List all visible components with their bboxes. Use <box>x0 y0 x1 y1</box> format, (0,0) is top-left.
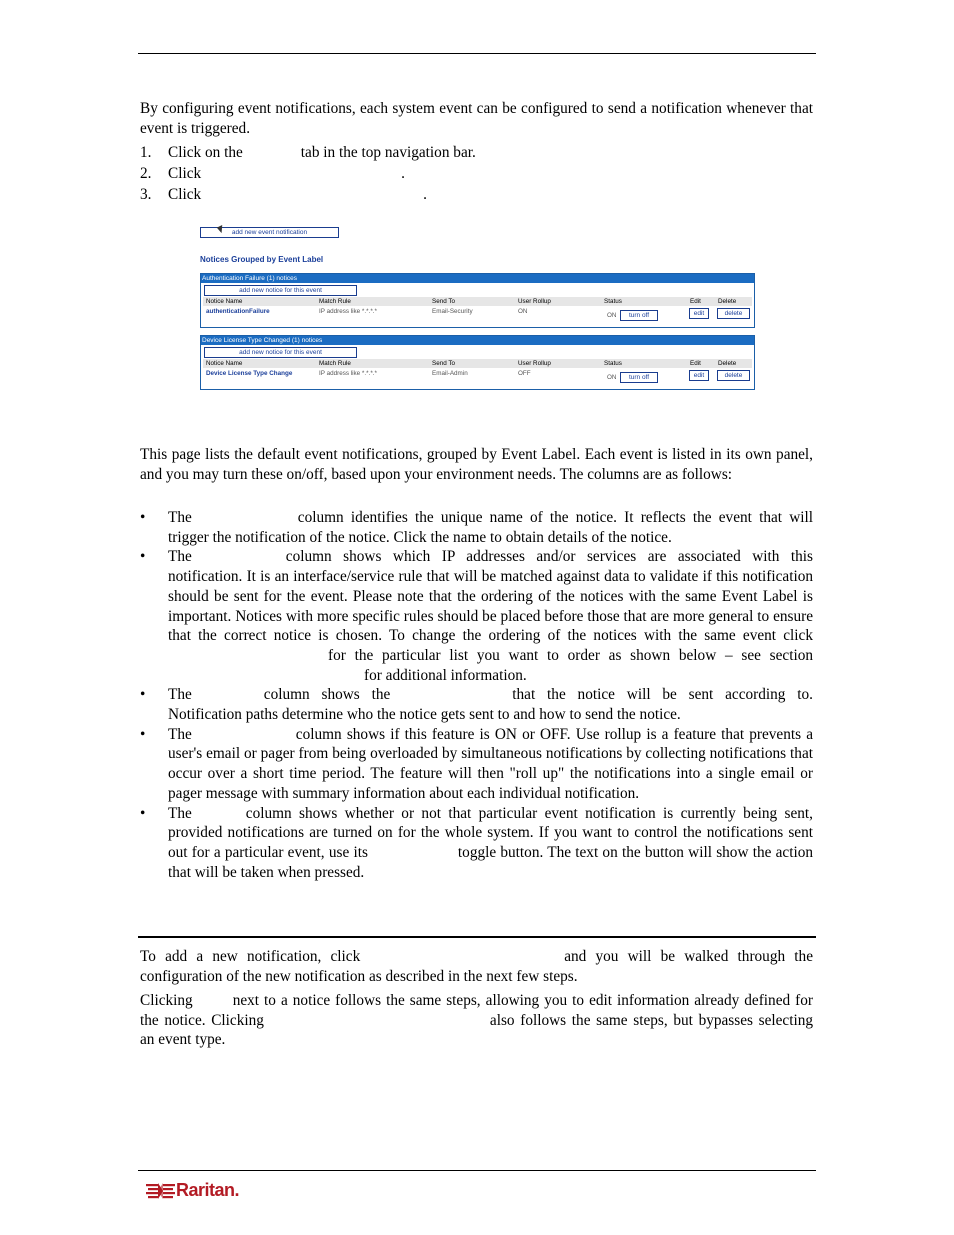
delete-button[interactable]: delete <box>717 370 750 381</box>
para-text: next to a notice follows the same steps, allowing you to edit information already defined for the notice. Clicking <box>140 992 813 1029</box>
bullet-send-to: • The column shows the that the notice will be sent according to. Notification paths determine who the notice gets sent to and how to send the notice. <box>140 686 813 724</box>
notice-name-link[interactable]: authenticationFailure <box>206 308 270 315</box>
column-header: Delete <box>718 360 737 367</box>
step-number: 2. <box>140 165 152 182</box>
notifications-screenshot <box>198 224 756 392</box>
bullet-text: column shows the <box>263 686 391 704</box>
panel-title: Authentication Failure (1) notices <box>201 274 754 283</box>
bullet-text: that the notice will be sent according to. Notification paths determine who the notice gets sent to and how to send the notice. <box>168 686 813 724</box>
bullet-text: for additional information. <box>364 666 527 684</box>
bullet-text: toggle button. The text on the button will show the action that will be taken when pressed. <box>168 843 813 881</box>
bullet-user-rollup: • The column shows if this feature is ON or OFF. Use rollup is a feature that prevents a user's email or pager from being overloaded by simultaneous notifications by collecting notifications that occur over a short time period. The feature will then "roll up" the notifications into a single email or pager message with summary information about each individual notification. <box>140 725 813 802</box>
status-value: ON <box>607 312 617 319</box>
notices-grouped-heading: Notices Grouped by Event Label <box>200 255 324 264</box>
footer-rule <box>138 1170 816 1171</box>
bullet-match-rule: • The column shows which IP addresses and/or services are associated with this notification. It is an interface/service rule that will be matched against data to validate if this notification should be sent for the event. Please note that the ordering of the notices with the same Event Label is important. Notices with more specific rules should be placed before those that are more general to ensure that the correct notice is chosen. To change the ordering of the notices with the same event clickfor the particular list you want to order as shown below – see sectionfor additional information. <box>140 548 813 684</box>
bullet-text: The <box>168 686 192 704</box>
event-panel-authentication-failure <box>200 273 755 328</box>
raritan-logo <box>146 1180 250 1202</box>
add-new-event-notification-button[interactable]: add new event notification <box>200 227 339 238</box>
edit-button[interactable]: edit <box>689 370 709 381</box>
column-header: Delete <box>718 298 737 305</box>
notice-name-link[interactable]: Device License Type Change <box>206 370 293 377</box>
column-header: User Rollup <box>518 298 551 305</box>
bullet-text: column shows if this feature is ON or OFF. Use rollup is a feature that prevents a user's email or pager from being overloaded by simultaneous notifications by collecting notifications that occur over a short time period. The feature will then "roll up" the notifications into a single email or pager message with summary information about each individual notification. <box>168 725 813 802</box>
add-notice-for-event-button[interactable]: add new notice for this event <box>204 347 357 358</box>
user-rollup: OFF <box>518 370 531 377</box>
event-panel-device-license <box>200 335 755 390</box>
bullet-text: column shows which IP addresses and/or services are associated with this notification. It is an interface/service rule that will be matched against data to validate if this notification should be sent for the event. Please note that the ordering of the notices with the same Event Label is important. Notices with more specific rules should be placed before those that are more general to ensure that the correct notice is chosen. To change the ordering of the notices with the same event click <box>168 548 813 645</box>
add-notification-paragraph <box>140 947 813 986</box>
header-rule <box>138 53 816 54</box>
description-paragraph: This page lists the default event notifications, grouped by Event Label. Each event is listed in its own panel, and you may turn these on/off, based upon your environment needs. The columns are as follows: <box>140 446 813 483</box>
column-bullets <box>140 508 813 882</box>
edit-notification-paragraph <box>140 991 813 1050</box>
step-number: 3. <box>140 186 152 203</box>
column-header: Send To <box>432 360 455 367</box>
column-header: Match Rule <box>319 360 351 367</box>
match-rule: IP address like *.*.*.* <box>319 370 377 377</box>
column-header: Notice Name <box>206 298 243 305</box>
table-header <box>203 359 752 368</box>
column-header: Match Rule <box>319 298 351 305</box>
table-header <box>203 297 752 306</box>
para-text: also follows the same steps, but bypasses selecting an event type. <box>140 1011 813 1049</box>
bullet-text: for the particular list you want to order as shown below – see section <box>328 646 813 664</box>
section-rule <box>138 936 816 938</box>
raritan-logo-icon <box>146 1180 176 1202</box>
bullet-text: The <box>168 804 192 822</box>
send-to: Email-Security <box>432 308 473 315</box>
delete-button[interactable]: delete <box>717 308 750 319</box>
add-notice-for-event-button[interactable]: add new notice for this event <box>204 285 357 296</box>
para-text: Clicking <box>140 992 193 1009</box>
para-text: and you will be walked through the configuration of the new notification as described in the next few steps. <box>140 948 813 985</box>
column-header: Edit <box>690 360 701 367</box>
column-header: Notice Name <box>206 360 243 367</box>
match-rule: IP address like *.*.*.* <box>319 308 377 315</box>
bullet-status: • The column shows whether or not that particular event notification is currently being sent, provided notifications are turned on for the whole system. If you want to control the notifications sent out for a particular event, use its toggle button. The text on the button will show the action that will be taken when pressed. <box>140 804 813 881</box>
step-number: 1. <box>140 144 152 161</box>
column-header: Send To <box>432 298 455 305</box>
column-header: Edit <box>690 298 701 305</box>
bullet-text: column identifies the unique name of the notice. It reflects the event that will trigger the notification of the notice. Click the name to obtain details of the notice. <box>168 509 813 546</box>
user-rollup: ON <box>518 308 528 315</box>
bullet-text: The <box>168 725 192 743</box>
turn-off-button[interactable]: turn off <box>620 372 658 383</box>
bullet-text: The <box>168 509 192 526</box>
step-text: . <box>423 186 427 203</box>
para-text: To add a new notification, click <box>140 948 361 965</box>
step-text: Click on the <box>168 144 243 161</box>
step-text: . <box>401 165 405 182</box>
column-header: User Rollup <box>518 360 551 367</box>
intro-paragraph: By configuring event notifications, each system event can be configured to send a notification whenever that event is triggered. <box>140 100 813 137</box>
step-text: tab in the top navigation bar. <box>300 144 476 161</box>
step-text: Click <box>168 186 202 203</box>
panel-title: Device License Type Changed (1) notices <box>201 336 754 345</box>
step-text: Click <box>168 165 202 182</box>
column-header: Status <box>604 298 622 305</box>
turn-off-button[interactable]: turn off <box>620 310 658 321</box>
status-value: ON <box>607 374 617 381</box>
send-to: Email-Admin <box>432 370 468 377</box>
bullet-text: The <box>168 548 192 566</box>
column-header: Status <box>604 360 622 367</box>
edit-button[interactable]: edit <box>689 308 709 319</box>
logo-text: Raritan. <box>176 1180 240 1200</box>
bullet-notice-name: • The column identifies the unique name of the notice. It reflects the event that will trigger the notification of the notice. Click the name to obtain details of the notice. <box>140 509 813 546</box>
bullet-text: column shows whether or not that particular event notification is currently being sent, provided notifications are turned on for the whole system. If you want to control the notifications sent out for a particular event, use its <box>168 804 813 861</box>
